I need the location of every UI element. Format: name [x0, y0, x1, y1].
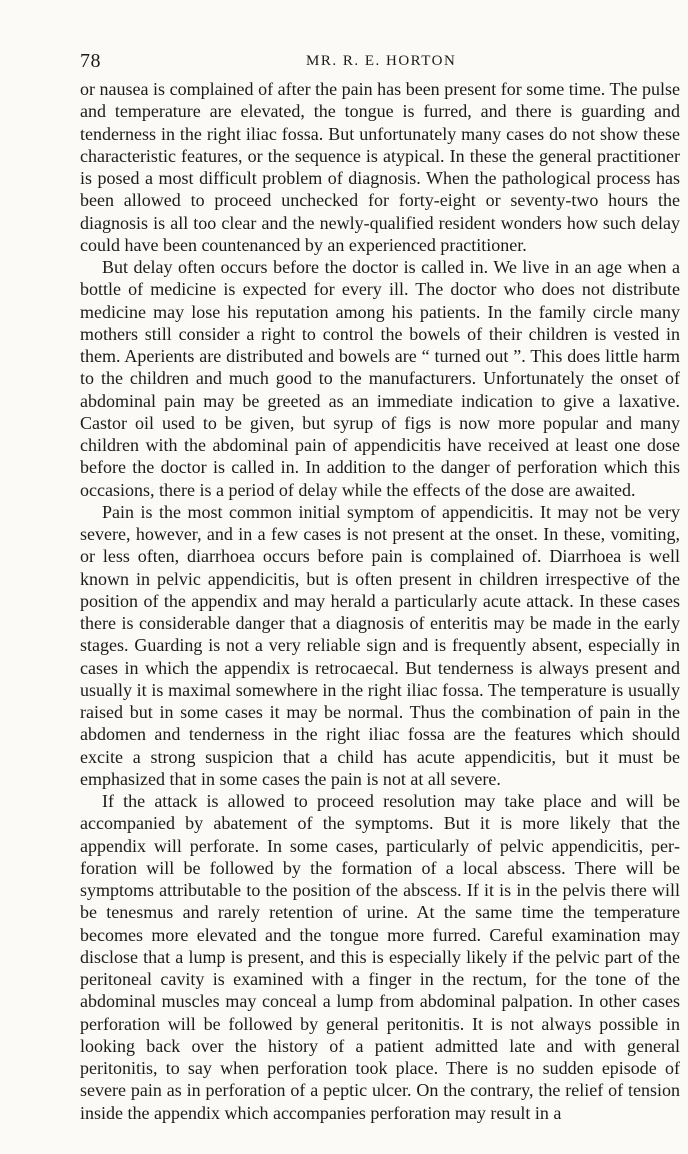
paragraph-continued: or nausea is complained of after the pain has been present for some time. The pulse and temperature are elevated, the tongue is furred, and there is guarding and tenderness in the right iliac fossa. But unfortunately many cases do not show these characteristic features, or the sequence is atypical. In these the general practitioner is posed a most difficult problem of diagnosis. When the pathological process has been allowed to proceed unchecked for forty-eight or seventy-two hours the diagnosis is all too clear and the newly-qualified resident wonders how such delay could have been countenanced by an experienced practitioner. — [80, 79, 680, 255]
page-header — [80, 50, 680, 74]
paragraph-perforation: If the attack is allowed to proceed resolution may take place and will be accompanied by abatement of the symptoms. But it is more likely that the appendix will perforate. In some cases, particularly of pelvic appendicitis, perforation will be followed by the formation of a local abscess. There will be symptoms attributable to the position of the abscess. If it is in the pelvis there will be tenesmus and rarely retention of urine. At the same time the temperature becomes more elevated and the tongue more furred. Careful examination may disclose that a lump is present, and this is especially likely if the pelvic part of the peritoneal cavity is examined with a finger in the rectum, for the tone of the abdominal muscles may conceal a lump from abdominal palpation. In other cases perforation will be followed by general peritonitis. It is not always possible in looking back over the history of a patient admitted late and with general peritonitis, to say when perforation took place. There is no sudden episode of severe pain as in perforation of a peptic ulcer. On the contrary, the relief of tension inside the appendix which accompanies perforation may result in a — [80, 791, 680, 1123]
body-text — [80, 78, 680, 1124]
paragraph-delay: But delay often occurs before the doctor is called in. We live in an age when a bottle of medicine is expected for every ill. The doctor who does not distribute medicine may lose his reputation among his patients. In the family circle many mothers still consider a right to control the bowels of their children is vested in them. Aperients are distributed and bowels are “ turned out ”. This does little harm to the children and much good to the manufacturers. Unfortunately the onset of abdominal pain may be greeted as an immediate indication to give a laxative. Castor oil used to be given, but syrup of figs is now more popular and many children with the abdominal pain of appendicitis have received at least one dose before the doctor is called in. In addition to the danger of perforation which this occasions, there is a period of delay while the effects of the dose are awaited. — [80, 257, 680, 500]
running-head: MR. R. E. HORTON — [306, 53, 457, 69]
page-number: 78 — [80, 50, 101, 72]
paragraph-pain: Pain is the most common initial symptom of appendicitis. It may not be very severe, however, and in a few cases is not present at the onset. In these, vomiting, or less often, diarrhoea occurs before pain is complained of. Diarrhoea is well known in pelvic appendicitis, but is often present in children irrespective of the position of the appendix and may herald a particularly acute attack. In these cases there is considerable danger that a diagnosis of enteritis may be made in the early stages. Guarding is not a very reliable sign and is frequently absent, especially in cases in which the appendix is retrocaecal. But tenderness is always present and usually it is maximal somewhere in the right iliac fossa. The temperature is usually raised but in some cases it may be normal. Thus the combination of pain in the abdomen and tenderness in the right iliac fossa are the features which should excite a strong suspicion that a child has acute appendicitis, but it must be emphasized that in some cases the pain is not at all severe. — [80, 501, 680, 789]
